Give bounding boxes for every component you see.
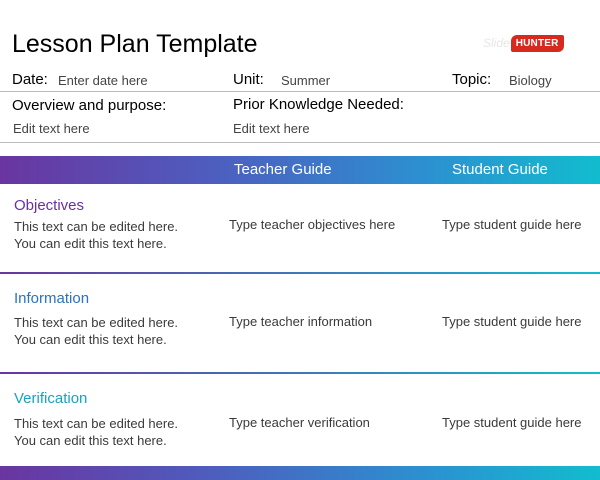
verification-desc-line1: This text can be edited here. bbox=[14, 416, 179, 431]
objectives-desc-line1: This text can be edited here. bbox=[14, 219, 179, 234]
teacher-objectives-cell[interactable]: Type teacher objectives here bbox=[229, 217, 396, 232]
student-objectives-cell[interactable]: Type student guide here bbox=[442, 217, 582, 232]
topic-field[interactable]: Biology bbox=[509, 73, 552, 88]
teacher-information-cell[interactable]: Type teacher information bbox=[229, 314, 373, 329]
overview-divider bbox=[0, 142, 600, 143]
verification-title: Verification bbox=[14, 390, 88, 407]
unit-field[interactable]: Summer bbox=[281, 73, 331, 88]
teacher-guide-header: Teacher Guide bbox=[234, 161, 332, 178]
overview-label: Overview and purpose: bbox=[12, 97, 167, 114]
slidehunter-logo bbox=[483, 34, 564, 52]
objectives-description[interactable] bbox=[14, 218, 214, 252]
document-title: Lesson Plan Template bbox=[12, 30, 258, 58]
date-label: Date: bbox=[12, 71, 48, 88]
verification-description[interactable] bbox=[14, 415, 214, 449]
logo-text-slide: Slide bbox=[483, 36, 510, 50]
topic-label: Topic: bbox=[452, 71, 492, 88]
objectives-desc-line2: You can edit this text here. bbox=[14, 236, 167, 251]
logo-text-hunter: HUNTER bbox=[511, 35, 564, 52]
student-information-cell[interactable]: Type student guide here bbox=[442, 314, 582, 329]
information-title: Information bbox=[14, 290, 90, 307]
prior-knowledge-field[interactable]: Edit text here bbox=[233, 121, 310, 136]
student-guide-header: Student Guide bbox=[452, 161, 548, 178]
objectives-title: Objectives bbox=[14, 197, 85, 214]
information-description[interactable] bbox=[14, 314, 214, 348]
section-divider-2 bbox=[0, 372, 600, 374]
information-desc-line2: You can edit this text here. bbox=[14, 332, 167, 347]
date-field[interactable]: Enter date here bbox=[58, 73, 148, 88]
footer-band bbox=[0, 466, 600, 480]
student-verification-cell[interactable]: Type student guide here bbox=[442, 415, 582, 430]
section-divider-1 bbox=[0, 272, 600, 274]
overview-field[interactable]: Edit text here bbox=[13, 121, 90, 136]
header-divider bbox=[0, 91, 600, 92]
prior-knowledge-label: Prior Knowledge Needed: bbox=[233, 96, 404, 113]
information-desc-line1: This text can be edited here. bbox=[14, 315, 179, 330]
teacher-verification-cell[interactable]: Type teacher verification bbox=[229, 415, 370, 430]
unit-label: Unit: bbox=[233, 71, 264, 88]
verification-desc-line2: You can edit this text here. bbox=[14, 433, 167, 448]
